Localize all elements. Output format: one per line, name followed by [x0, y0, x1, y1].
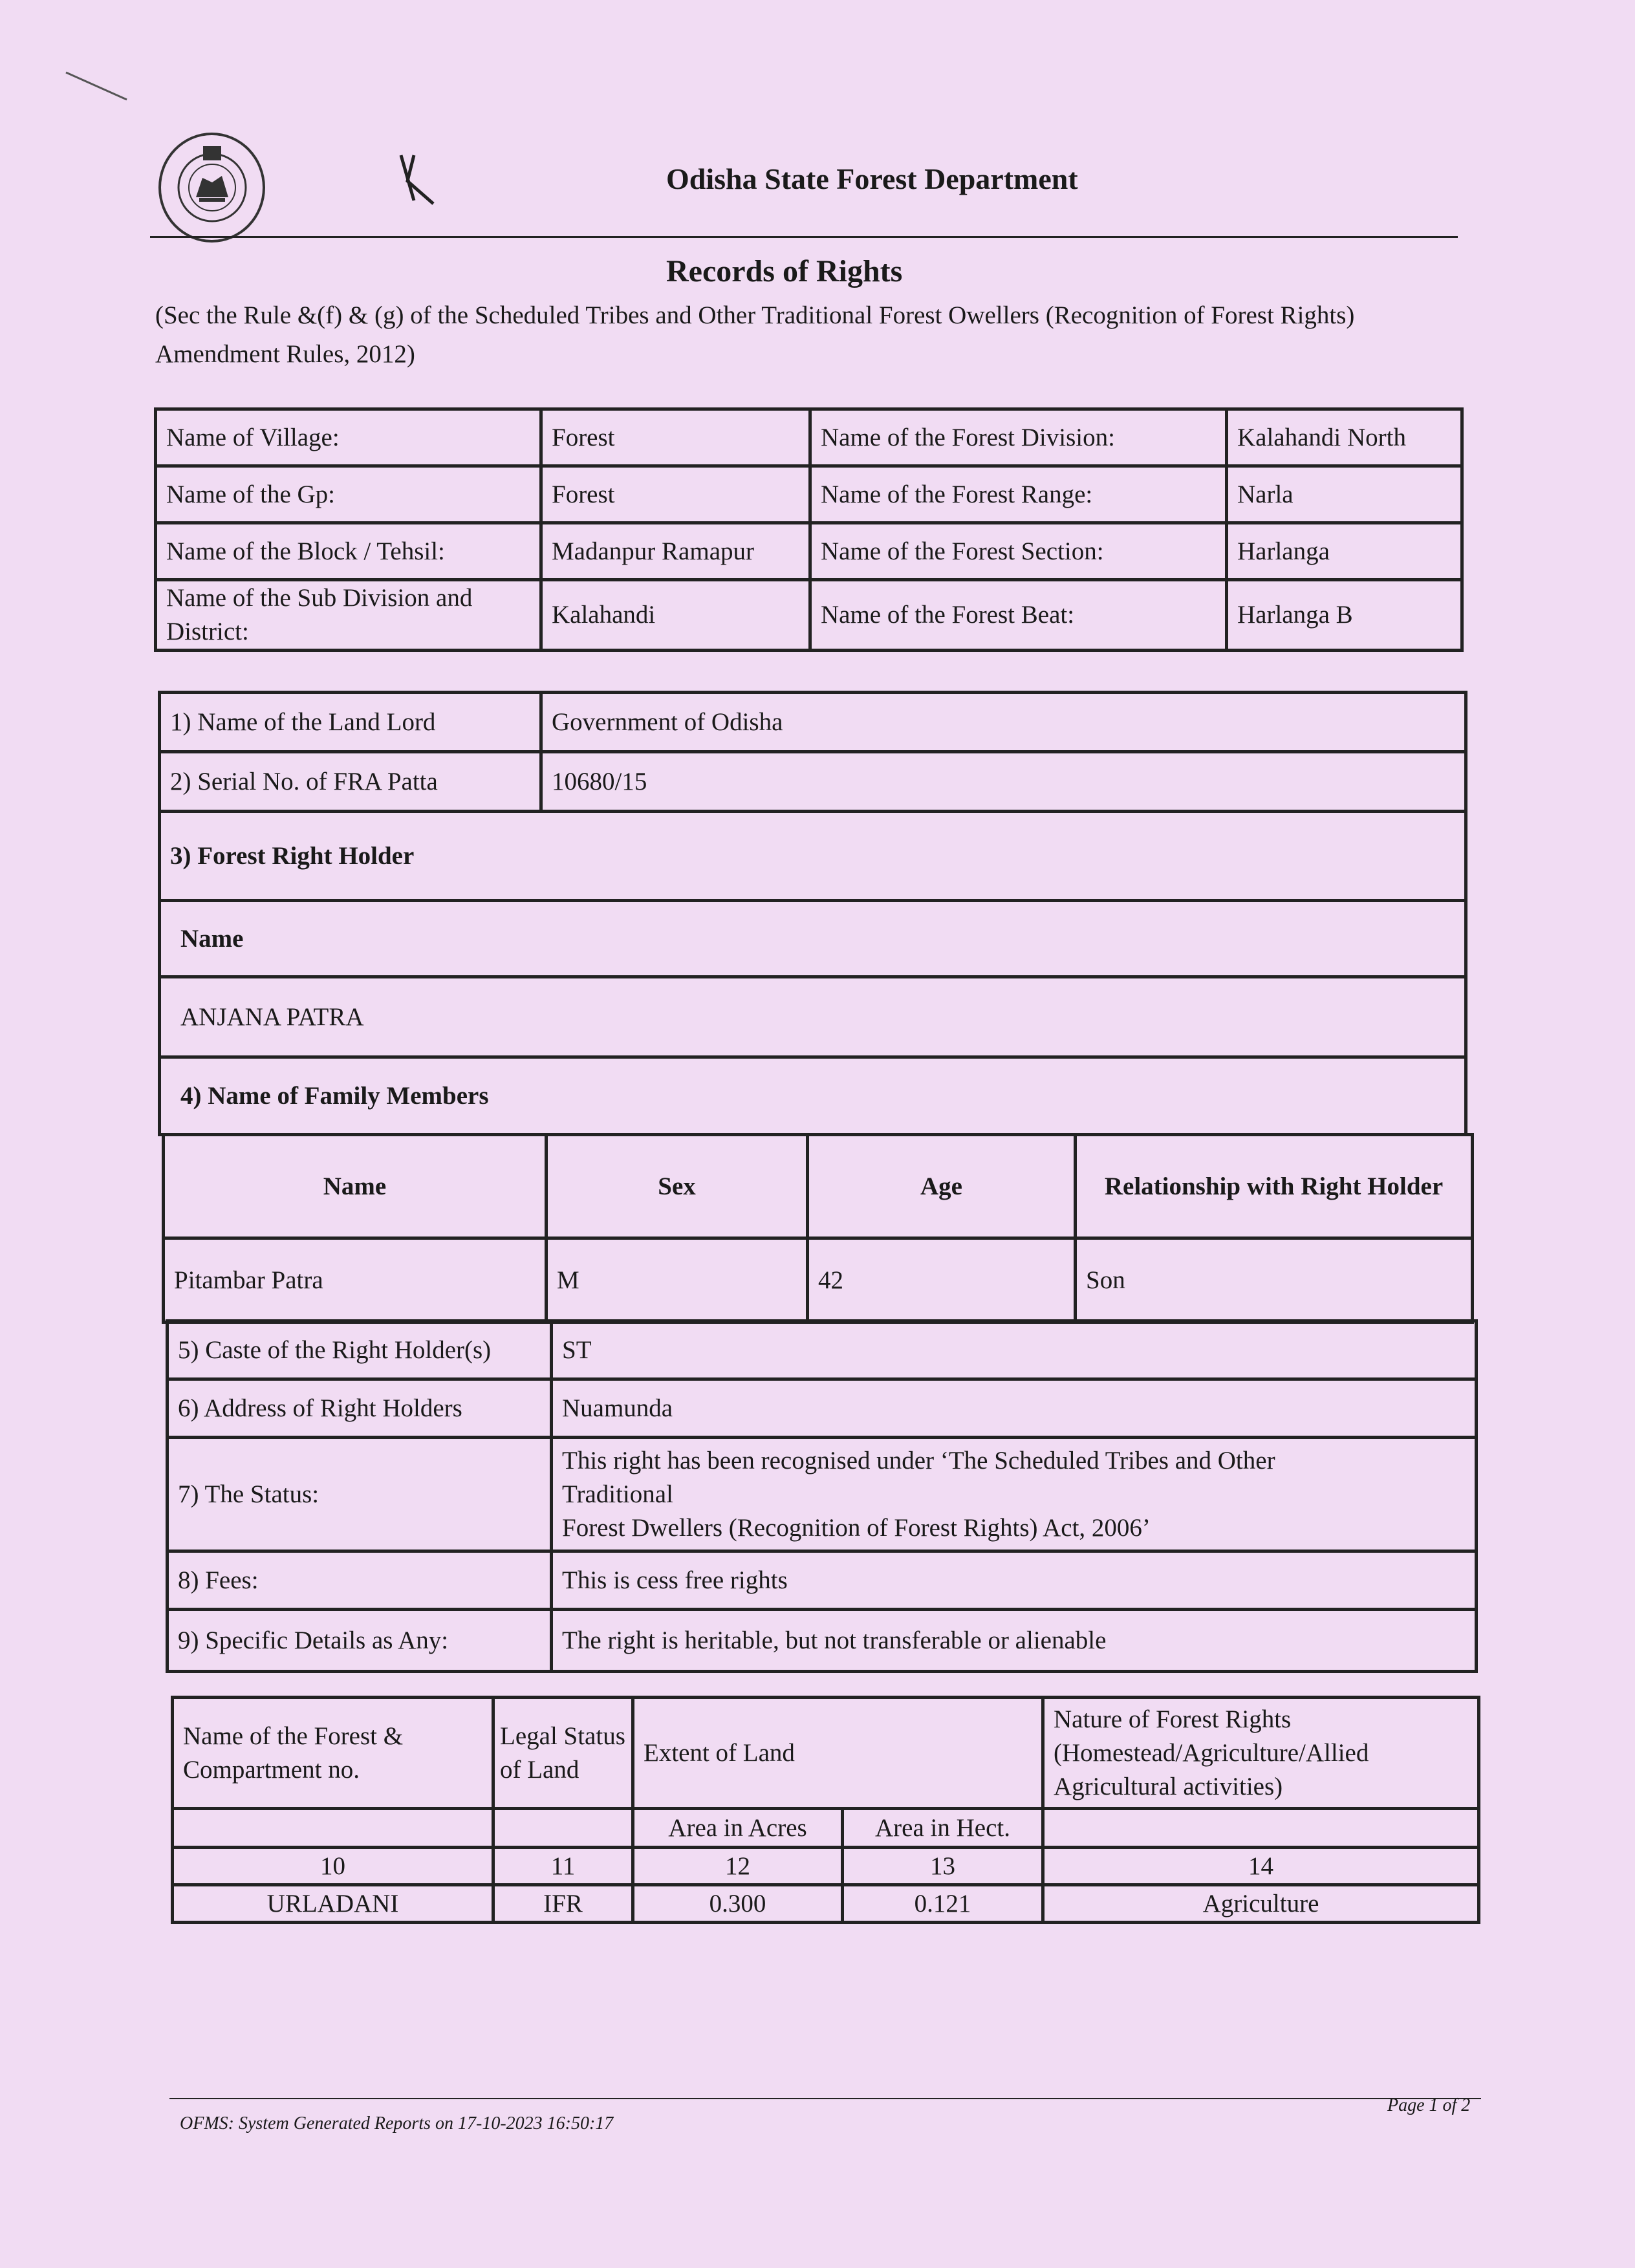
subdivision-label: Name of the Sub Division and District:: [156, 580, 541, 651]
family-member-name: Pitambar Patra: [164, 1238, 547, 1323]
section-value: Harlanga: [1227, 523, 1462, 580]
family-header-name: Name: [164, 1135, 547, 1238]
range-label: Name of the Forest Range:: [810, 466, 1227, 523]
extent-column-header: Extent of Land: [633, 1698, 1043, 1809]
section-label: Name of the Forest Section:: [810, 523, 1227, 580]
area-acres: 0.300: [633, 1885, 843, 1923]
empty-cell: [173, 1809, 493, 1848]
column-number: 11: [493, 1848, 633, 1885]
address-label: 6) Address of Right Holders: [168, 1379, 552, 1438]
family-member-relation: Son: [1076, 1238, 1473, 1323]
land-row: [173, 1885, 1479, 1923]
status-label: 7) The Status:: [168, 1438, 552, 1551]
family-heading: 4) Name of Family Members: [160, 1057, 1466, 1135]
beat-value: Harlanga B: [1227, 580, 1462, 651]
caste-label: 5) Caste of the Right Holder(s): [168, 1321, 552, 1379]
village-label: Name of Village:: [156, 409, 541, 466]
serial-label: 2) Serial No. of FRA Patta: [160, 752, 541, 812]
block-value: Madanpur Ramapur: [541, 523, 810, 580]
legal-status: IFR: [493, 1885, 633, 1923]
legal-status-column-header: Legal Status of Land: [493, 1698, 633, 1809]
area-hect: 0.121: [843, 1885, 1043, 1923]
family-header-relationship: Relationship with Right Holder: [1076, 1135, 1473, 1238]
signature-initial: [388, 149, 446, 207]
status-value: [552, 1438, 1477, 1551]
gp-label: Name of the Gp:: [156, 466, 541, 523]
serial-value: 10680/15: [541, 752, 1466, 812]
column-number: 12: [633, 1848, 843, 1885]
odisha-seal-icon: [158, 133, 265, 243]
forest-column-header: Name of the Forest & Compartment no.: [173, 1698, 493, 1809]
header-divider: [150, 236, 1458, 238]
name-heading: Name: [160, 901, 1466, 977]
division-value: Kalahandi North: [1227, 409, 1462, 466]
rights-table: [158, 691, 1467, 1136]
pen-mark: [65, 71, 129, 103]
family-table: [162, 1133, 1474, 1324]
rule-text: (Sec the Rule &(f) & (g) of the Scheduled Tribes and Other Traditional Forest Owellers (Recognition of Forest Rights) Amendment Rules, 2012): [155, 301, 1355, 368]
address-value: Nuamunda: [552, 1379, 1477, 1438]
location-table: [154, 407, 1464, 652]
forest-name: URLADANI: [173, 1885, 493, 1923]
column-number: 14: [1043, 1848, 1479, 1885]
rights-details-table: [166, 1319, 1478, 1673]
family-member-sex: M: [547, 1238, 808, 1323]
hect-column-header: Area in Hect.: [843, 1809, 1043, 1848]
gp-value: Forest: [541, 466, 810, 523]
empty-cell: [1043, 1809, 1479, 1848]
nature-of-rights: Agriculture: [1043, 1885, 1479, 1923]
specific-label: 9) Specific Details as Any:: [168, 1610, 552, 1672]
specific-value: The right is heritable, but not transferable or alienable: [552, 1610, 1477, 1672]
footer-divider: [169, 2098, 1481, 2099]
village-value: Forest: [541, 409, 810, 466]
column-number: 10: [173, 1848, 493, 1885]
division-label: Name of the Forest Division:: [810, 409, 1227, 466]
fees-label: 8) Fees:: [168, 1551, 552, 1610]
column-number: 13: [843, 1848, 1043, 1885]
status-line-3: Forest Dwellers (Recognition of Forest Rights) Act, 2006’: [562, 1513, 1151, 1542]
status-line-2: Traditional: [562, 1480, 673, 1508]
subdivision-value: Kalahandi: [541, 580, 810, 651]
holder-heading: 3) Forest Right Holder: [160, 812, 1466, 901]
family-header-sex: Sex: [547, 1135, 808, 1238]
landlord-value: Government of Odisha: [541, 693, 1466, 752]
beat-label: Name of the Forest Beat:: [810, 580, 1227, 651]
family-header-age: Age: [808, 1135, 1076, 1238]
nature-column-header: Nature of Forest Rights (Homestead/Agriculture/Allied Agricultural activities): [1043, 1698, 1479, 1809]
empty-cell: [493, 1809, 633, 1848]
acres-column-header: Area in Acres: [633, 1809, 843, 1848]
department-title: Odisha State Forest Department: [666, 162, 1078, 195]
block-label: Name of the Block / Tehsil:: [156, 523, 541, 580]
caste-value: ST: [552, 1321, 1477, 1379]
family-row: [164, 1238, 1473, 1323]
land-table: [171, 1696, 1480, 1924]
family-member-age: 42: [808, 1238, 1076, 1323]
generated-timestamp: OFMS: System Generated Reports on 17-10-2023 16:50:17: [180, 2113, 614, 2133]
fees-value: This is cess free rights: [552, 1551, 1477, 1610]
range-value: Narla: [1227, 466, 1462, 523]
landlord-label: 1) Name of the Land Lord: [160, 693, 541, 752]
status-line-1: This right has been recognised under ‘The Scheduled Tribes and Other: [562, 1446, 1275, 1474]
holder-name: ANJANA PATRA: [160, 977, 1466, 1057]
records-title: Records of Rights: [666, 254, 903, 288]
page-number: Page 1 of 2: [1387, 2095, 1471, 2115]
